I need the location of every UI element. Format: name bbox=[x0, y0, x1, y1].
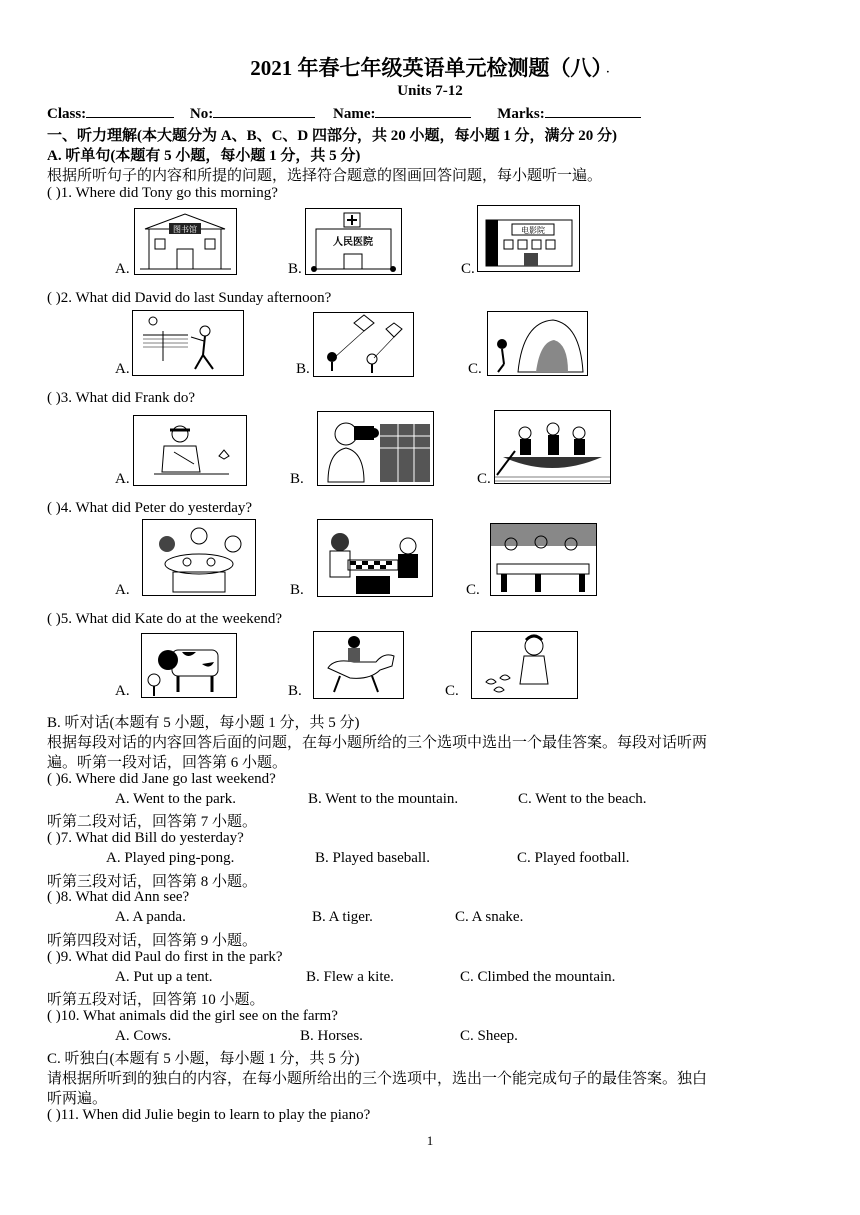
name-blank[interactable] bbox=[375, 104, 471, 118]
cinema-building-picture bbox=[477, 205, 580, 272]
q9-option-b[interactable]: B. Flew a kite. bbox=[306, 969, 394, 985]
q10-option-a[interactable]: A. Cows. bbox=[115, 1028, 172, 1044]
q3-option-b[interactable]: B. bbox=[290, 471, 304, 487]
dialogue-5-note: 听第五段对话，回答第 10 小题。 bbox=[47, 992, 265, 1008]
part-a-heading: A. 听单句(本题有 5 小题，每小题 1 分，共 5 分) bbox=[47, 148, 361, 164]
units-subtitle: Units 7-12 bbox=[397, 83, 463, 99]
beach-chair-picture bbox=[133, 415, 247, 486]
cow-picture bbox=[141, 633, 237, 698]
eating-picture bbox=[142, 519, 256, 596]
q5-option-b[interactable]: B. bbox=[288, 683, 302, 699]
classroom-picture bbox=[490, 523, 597, 596]
question-3: ( )3. What did Frank do? bbox=[47, 390, 196, 406]
page-number: 1 bbox=[426, 1133, 434, 1148]
rowing-boat-picture bbox=[494, 410, 611, 484]
marks-label: Marks: bbox=[497, 106, 545, 122]
cinema-sign: 电影院 bbox=[521, 226, 545, 235]
q6-option-a[interactable]: A. Went to the park. bbox=[115, 791, 236, 807]
chess-picture bbox=[317, 519, 433, 597]
name-label: Name: bbox=[333, 106, 376, 122]
horse-riding-picture bbox=[313, 631, 404, 699]
marks-blank[interactable] bbox=[545, 104, 641, 118]
question-6: ( )6. Where did Jane go last weekend? bbox=[47, 771, 276, 787]
info-line bbox=[47, 104, 641, 123]
no-label: No: bbox=[189, 106, 214, 122]
dialogue-2-note: 听第二段对话，回答第 7 小题。 bbox=[47, 814, 258, 830]
q2-option-a[interactable]: A. bbox=[115, 361, 130, 377]
q4-option-b[interactable]: B. bbox=[290, 582, 304, 598]
q5-option-c[interactable]: C. bbox=[445, 683, 459, 699]
q1-option-b[interactable]: B. bbox=[288, 261, 302, 277]
camera-picture bbox=[317, 411, 434, 486]
section-heading: 一、听力理解(本大题分为 A、B、C、D 四部分，共 20 小题，每小题 1 分，满分 20 分) bbox=[47, 128, 617, 144]
q8-option-b[interactable]: B. A tiger. bbox=[312, 909, 373, 925]
q4-option-a[interactable]: A. bbox=[115, 582, 130, 598]
hospital-building-picture bbox=[305, 208, 402, 275]
library-sign: 图书馆 bbox=[173, 225, 197, 234]
cave-picture bbox=[487, 311, 588, 376]
hospital-sign: 人民医院 bbox=[333, 237, 373, 248]
q6-option-c[interactable]: C. Went to the beach. bbox=[518, 791, 647, 807]
dialogue-4-note: 听第四段对话，回答第 9 小题。 bbox=[47, 933, 258, 949]
library-building-picture bbox=[134, 208, 237, 275]
part-b-heading: B. 听对话(本题有 5 小题，每小题 1 分，共 5 分) bbox=[47, 715, 360, 731]
question-4: ( )4. What did Peter do yesterday? bbox=[47, 500, 253, 516]
q7-option-c[interactable]: C. Played football. bbox=[517, 850, 630, 866]
q2-option-c[interactable]: C. bbox=[468, 361, 482, 377]
q3-option-a[interactable]: A. bbox=[115, 471, 130, 487]
q8-option-a[interactable]: A. A panda. bbox=[115, 909, 186, 925]
q5-option-a[interactable]: A. bbox=[115, 683, 130, 699]
q3-option-c[interactable]: C. bbox=[477, 471, 491, 487]
question-2: ( )2. What did David do last Sunday afternoon? bbox=[47, 290, 332, 306]
q9-option-c[interactable]: C. Climbed the mountain. bbox=[460, 969, 616, 985]
question-11: ( )11. When did Julie begin to learn to play the piano? bbox=[47, 1107, 371, 1123]
kite-flying-picture bbox=[313, 312, 414, 377]
dialogue-3-note: 听第三段对话，回答第 8 小题。 bbox=[47, 874, 258, 890]
part-c-instructions-1: 请根据所听到的独白的内容，在每小题所给出的三个选项中，选出一个能完成句子的最佳答案。独白 bbox=[47, 1071, 708, 1087]
q7-option-a[interactable]: A. Played ping-pong. bbox=[106, 850, 235, 866]
part-b-instructions-2: 遍。听第一段对话，回答第 6 小题。 bbox=[47, 755, 288, 771]
q4-option-c[interactable]: C. bbox=[466, 582, 480, 598]
question-7: ( )7. What did Bill do yesterday? bbox=[47, 830, 244, 846]
q8-option-c[interactable]: C. A snake. bbox=[455, 909, 524, 925]
q9-option-a[interactable]: A. Put up a tent. bbox=[115, 969, 213, 985]
q10-option-c[interactable]: C. Sheep. bbox=[460, 1028, 518, 1044]
badminton-picture bbox=[132, 310, 244, 376]
class-blank[interactable] bbox=[86, 104, 174, 118]
question-9: ( )9. What did Paul do first in the park? bbox=[47, 949, 283, 965]
title-dot: · bbox=[606, 66, 610, 78]
question-1: ( )1. Where did Tony go this morning? bbox=[47, 185, 278, 201]
part-c-heading: C. 听独白(本题有 5 小题，每小题 1 分，共 5 分) bbox=[47, 1051, 360, 1067]
page-title: 2021 年春七年级英语单元检测题（八） bbox=[250, 56, 603, 80]
part-b-instructions-1: 根据每段对话的内容回答后面的问题，在每小题所给的三个选项中选出一个最佳答案。每段对话听两 bbox=[47, 735, 708, 751]
part-a-instructions: 根据所听句子的内容和所提的问题，选择符合题意的图画回答问题，每小题听一遍。 bbox=[47, 168, 603, 184]
question-8: ( )8. What did Ann see? bbox=[47, 889, 190, 905]
q1-option-c[interactable]: C. bbox=[461, 261, 475, 277]
class-label: Class: bbox=[47, 106, 87, 122]
question-10: ( )10. What animals did the girl see on the farm? bbox=[47, 1008, 338, 1024]
no-blank[interactable] bbox=[213, 104, 315, 118]
chickens-picture bbox=[471, 631, 578, 699]
q6-option-b[interactable]: B. Went to the mountain. bbox=[308, 791, 459, 807]
q7-option-b[interactable]: B. Played baseball. bbox=[315, 850, 430, 866]
part-c-instructions-2: 听两遍。 bbox=[47, 1091, 108, 1107]
q10-option-b[interactable]: B. Horses. bbox=[300, 1028, 363, 1044]
q1-option-a[interactable]: A. bbox=[115, 261, 130, 277]
question-5: ( )5. What did Kate do at the weekend? bbox=[47, 611, 283, 627]
q2-option-b[interactable]: B. bbox=[296, 361, 310, 377]
